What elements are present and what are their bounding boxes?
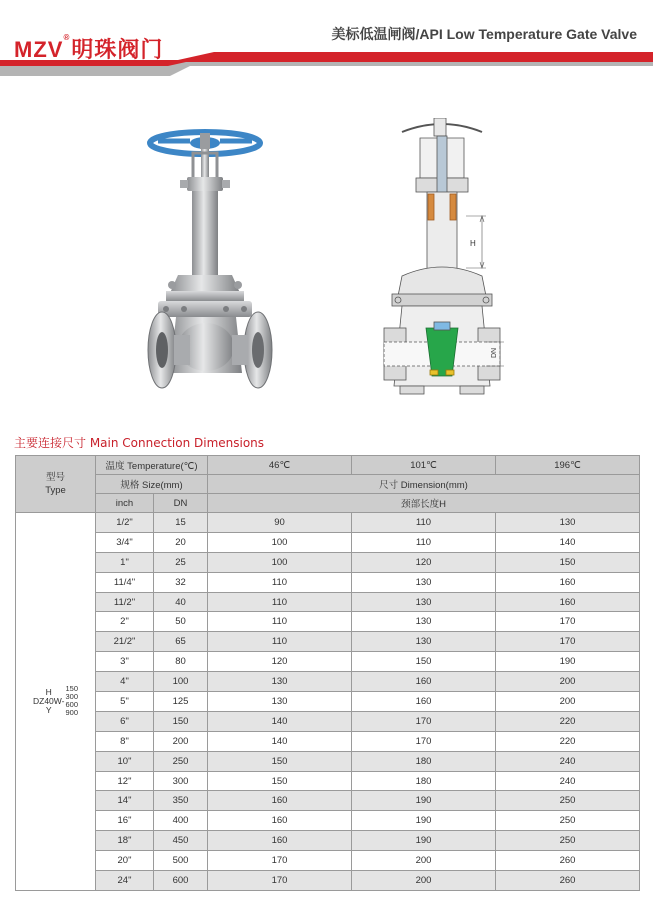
neck-length-101-cell: 200 [352, 851, 496, 871]
model-main [33, 688, 65, 715]
neck-length-46-cell: 160 [208, 831, 352, 851]
size-dn-cell: 40 [154, 592, 208, 612]
neck-length-46-cell: 110 [208, 612, 352, 632]
neck-length-46-cell: 100 [208, 552, 352, 572]
neck-length-46-cell: 150 [208, 751, 352, 771]
table-row [16, 592, 640, 612]
neck-length-196-cell: 260 [496, 851, 640, 871]
table-row [16, 771, 640, 791]
temperature-label: 温度 Temperature(℃) [96, 456, 208, 475]
pressure-class: 300 [65, 692, 78, 702]
temperature-196: 196℃ [496, 456, 640, 475]
neck-length-101-cell: 190 [352, 811, 496, 831]
size-inch-cell: 10" [96, 751, 154, 771]
size-dn-cell: 125 [154, 692, 208, 712]
size-inch-cell: 6" [96, 711, 154, 731]
table-row [16, 552, 640, 572]
model-cell [16, 513, 96, 891]
size-inch-cell: 2" [96, 612, 154, 632]
neck-length-196-cell: 250 [496, 831, 640, 851]
neck-length-101-cell: 130 [352, 612, 496, 632]
neck-length-196-cell: 170 [496, 632, 640, 652]
size-inch-cell: 4" [96, 672, 154, 692]
pressure-class: 600 [65, 700, 78, 710]
type-label-en: Type [45, 485, 66, 496]
model-designation [33, 685, 78, 717]
size-dn-cell: 65 [154, 632, 208, 652]
table-row [16, 711, 640, 731]
brand-latin: MZV [14, 37, 64, 62]
size-inch-cell: 21/2" [96, 632, 154, 652]
neck-length-196-cell: 150 [496, 552, 640, 572]
neck-length-101-cell: 200 [352, 871, 496, 891]
neck-length-101-cell: 180 [352, 771, 496, 791]
size-dn-cell: 400 [154, 811, 208, 831]
size-inch-cell: 11/2" [96, 592, 154, 612]
table-row [16, 532, 640, 552]
neck-length-46-cell: 100 [208, 532, 352, 552]
table-row [16, 672, 640, 692]
section-title: 主要连接尺寸 Main Connection Dimensions [14, 436, 265, 450]
neck-length-196-cell: 140 [496, 532, 640, 552]
table-row [16, 652, 640, 672]
neck-length-101-cell: 110 [352, 532, 496, 552]
size-inch-cell: 5" [96, 692, 154, 712]
neck-length-101-cell: 110 [352, 513, 496, 533]
neck-length-196-cell: 160 [496, 572, 640, 592]
neck-length-101-cell: 180 [352, 751, 496, 771]
temperature-46: 46℃ [208, 456, 352, 475]
neck-length-46-cell: 110 [208, 632, 352, 652]
neck-length-196-cell: 240 [496, 771, 640, 791]
neck-length-101-cell: 130 [352, 632, 496, 652]
neck-length-101-cell: 170 [352, 711, 496, 731]
unit-inch: inch [96, 494, 154, 513]
size-dn-cell: 350 [154, 791, 208, 811]
size-inch-cell: 16" [96, 811, 154, 831]
size-dn-cell: 32 [154, 572, 208, 592]
neck-length-196-cell: 220 [496, 711, 640, 731]
table-row [16, 731, 640, 751]
dimension-dn-label: DN [491, 347, 498, 358]
brand-chinese: 明珠阀门 [71, 37, 164, 62]
header-row-temperature [16, 456, 640, 475]
neck-length-46-cell: 90 [208, 513, 352, 533]
size-dn-cell: 450 [154, 831, 208, 851]
neck-length-101-cell: 160 [352, 672, 496, 692]
registered-mark: ® [63, 33, 71, 42]
table-row [16, 572, 640, 592]
neck-length-196-cell: 160 [496, 592, 640, 612]
header-row-size [16, 475, 640, 494]
size-inch-cell: 20" [96, 851, 154, 871]
pressure-class: 900 [65, 708, 78, 718]
size-dn-cell: 200 [154, 731, 208, 751]
size-inch-cell: 1" [96, 552, 154, 572]
neck-length-101-cell: 150 [352, 652, 496, 672]
model-prefix: H [45, 686, 52, 697]
size-dn-cell: 250 [154, 751, 208, 771]
table-row [16, 612, 640, 632]
pressure-class: 150 [65, 684, 78, 694]
table-row [16, 791, 640, 811]
size-inch-cell: 3/4" [96, 532, 154, 552]
neck-length-196-cell: 260 [496, 871, 640, 891]
size-dn-cell: 300 [154, 771, 208, 791]
size-inch-cell: 11/4" [96, 572, 154, 592]
size-inch-cell: 3" [96, 652, 154, 672]
neck-length-46-cell: 120 [208, 652, 352, 672]
size-dn-cell: 20 [154, 532, 208, 552]
neck-length-196-cell: 200 [496, 672, 640, 692]
pressure-classes [65, 685, 78, 717]
neck-length-101-cell: 130 [352, 592, 496, 612]
neck-length-46-cell: 160 [208, 811, 352, 831]
neck-length-46-cell: 140 [208, 731, 352, 751]
header-row-units [16, 494, 640, 513]
neck-length-196-cell: 170 [496, 612, 640, 632]
model-name: DZ40W- [32, 695, 65, 706]
neck-length-46-cell: 140 [208, 711, 352, 731]
unit-dn: DN [154, 494, 208, 513]
type-header-cell [16, 456, 96, 513]
size-dn-cell: 150 [154, 711, 208, 731]
valve-cross-section-drawing [382, 118, 507, 403]
neck-length-46-cell: 170 [208, 871, 352, 891]
table-row [16, 851, 640, 871]
page-title: 美标低温闸阀/API Low Temperature Gate Valve [331, 26, 637, 42]
table-row [16, 751, 640, 771]
size-inch-cell: 14" [96, 791, 154, 811]
neck-length-label: 颈部长度H [208, 494, 640, 513]
neck-length-46-cell: 170 [208, 851, 352, 871]
table-row [16, 811, 640, 831]
temperature-101: 101℃ [352, 456, 496, 475]
neck-length-101-cell: 190 [352, 791, 496, 811]
neck-length-101-cell: 190 [352, 831, 496, 851]
neck-length-46-cell: 110 [208, 592, 352, 612]
table-row [16, 871, 640, 891]
size-inch-cell: 18" [96, 831, 154, 851]
neck-length-196-cell: 240 [496, 751, 640, 771]
neck-length-46-cell: 110 [208, 572, 352, 592]
neck-length-196-cell: 190 [496, 652, 640, 672]
size-dn-cell: 500 [154, 851, 208, 871]
size-dn-cell: 80 [154, 652, 208, 672]
neck-length-46-cell: 130 [208, 672, 352, 692]
dimension-label: 尺寸 Dimension(mm) [208, 475, 640, 494]
neck-length-101-cell: 170 [352, 731, 496, 751]
neck-length-196-cell: 200 [496, 692, 640, 712]
size-dn-cell: 600 [154, 871, 208, 891]
neck-length-196-cell: 250 [496, 791, 640, 811]
neck-length-101-cell: 120 [352, 552, 496, 572]
size-dn-cell: 50 [154, 612, 208, 632]
size-dn-cell: 100 [154, 672, 208, 692]
size-inch-cell: 24" [96, 871, 154, 891]
valve-photo [140, 125, 285, 400]
neck-length-101-cell: 130 [352, 572, 496, 592]
header-stripe [0, 52, 653, 76]
size-label: 规格 Size(mm) [96, 475, 208, 494]
table-row [16, 632, 640, 652]
table-row [16, 692, 640, 712]
neck-length-46-cell: 160 [208, 791, 352, 811]
type-label-cn: 型号 [45, 472, 65, 483]
size-dn-cell: 15 [154, 513, 208, 533]
size-dn-cell: 25 [154, 552, 208, 572]
neck-length-196-cell: 250 [496, 811, 640, 831]
size-inch-cell: 12" [96, 771, 154, 791]
neck-length-196-cell: 130 [496, 513, 640, 533]
neck-length-46-cell: 150 [208, 771, 352, 791]
dimension-h-label: H [470, 239, 476, 248]
table-row [16, 831, 640, 851]
neck-length-46-cell: 130 [208, 692, 352, 712]
neck-length-196-cell: 220 [496, 731, 640, 751]
table-row [16, 513, 640, 533]
size-inch-cell: 8" [96, 731, 154, 751]
size-inch-cell: 1/2" [96, 513, 154, 533]
model-suffix: Y [45, 704, 52, 715]
neck-length-101-cell: 160 [352, 692, 496, 712]
dimensions-table [15, 455, 640, 891]
page-header [0, 0, 653, 80]
